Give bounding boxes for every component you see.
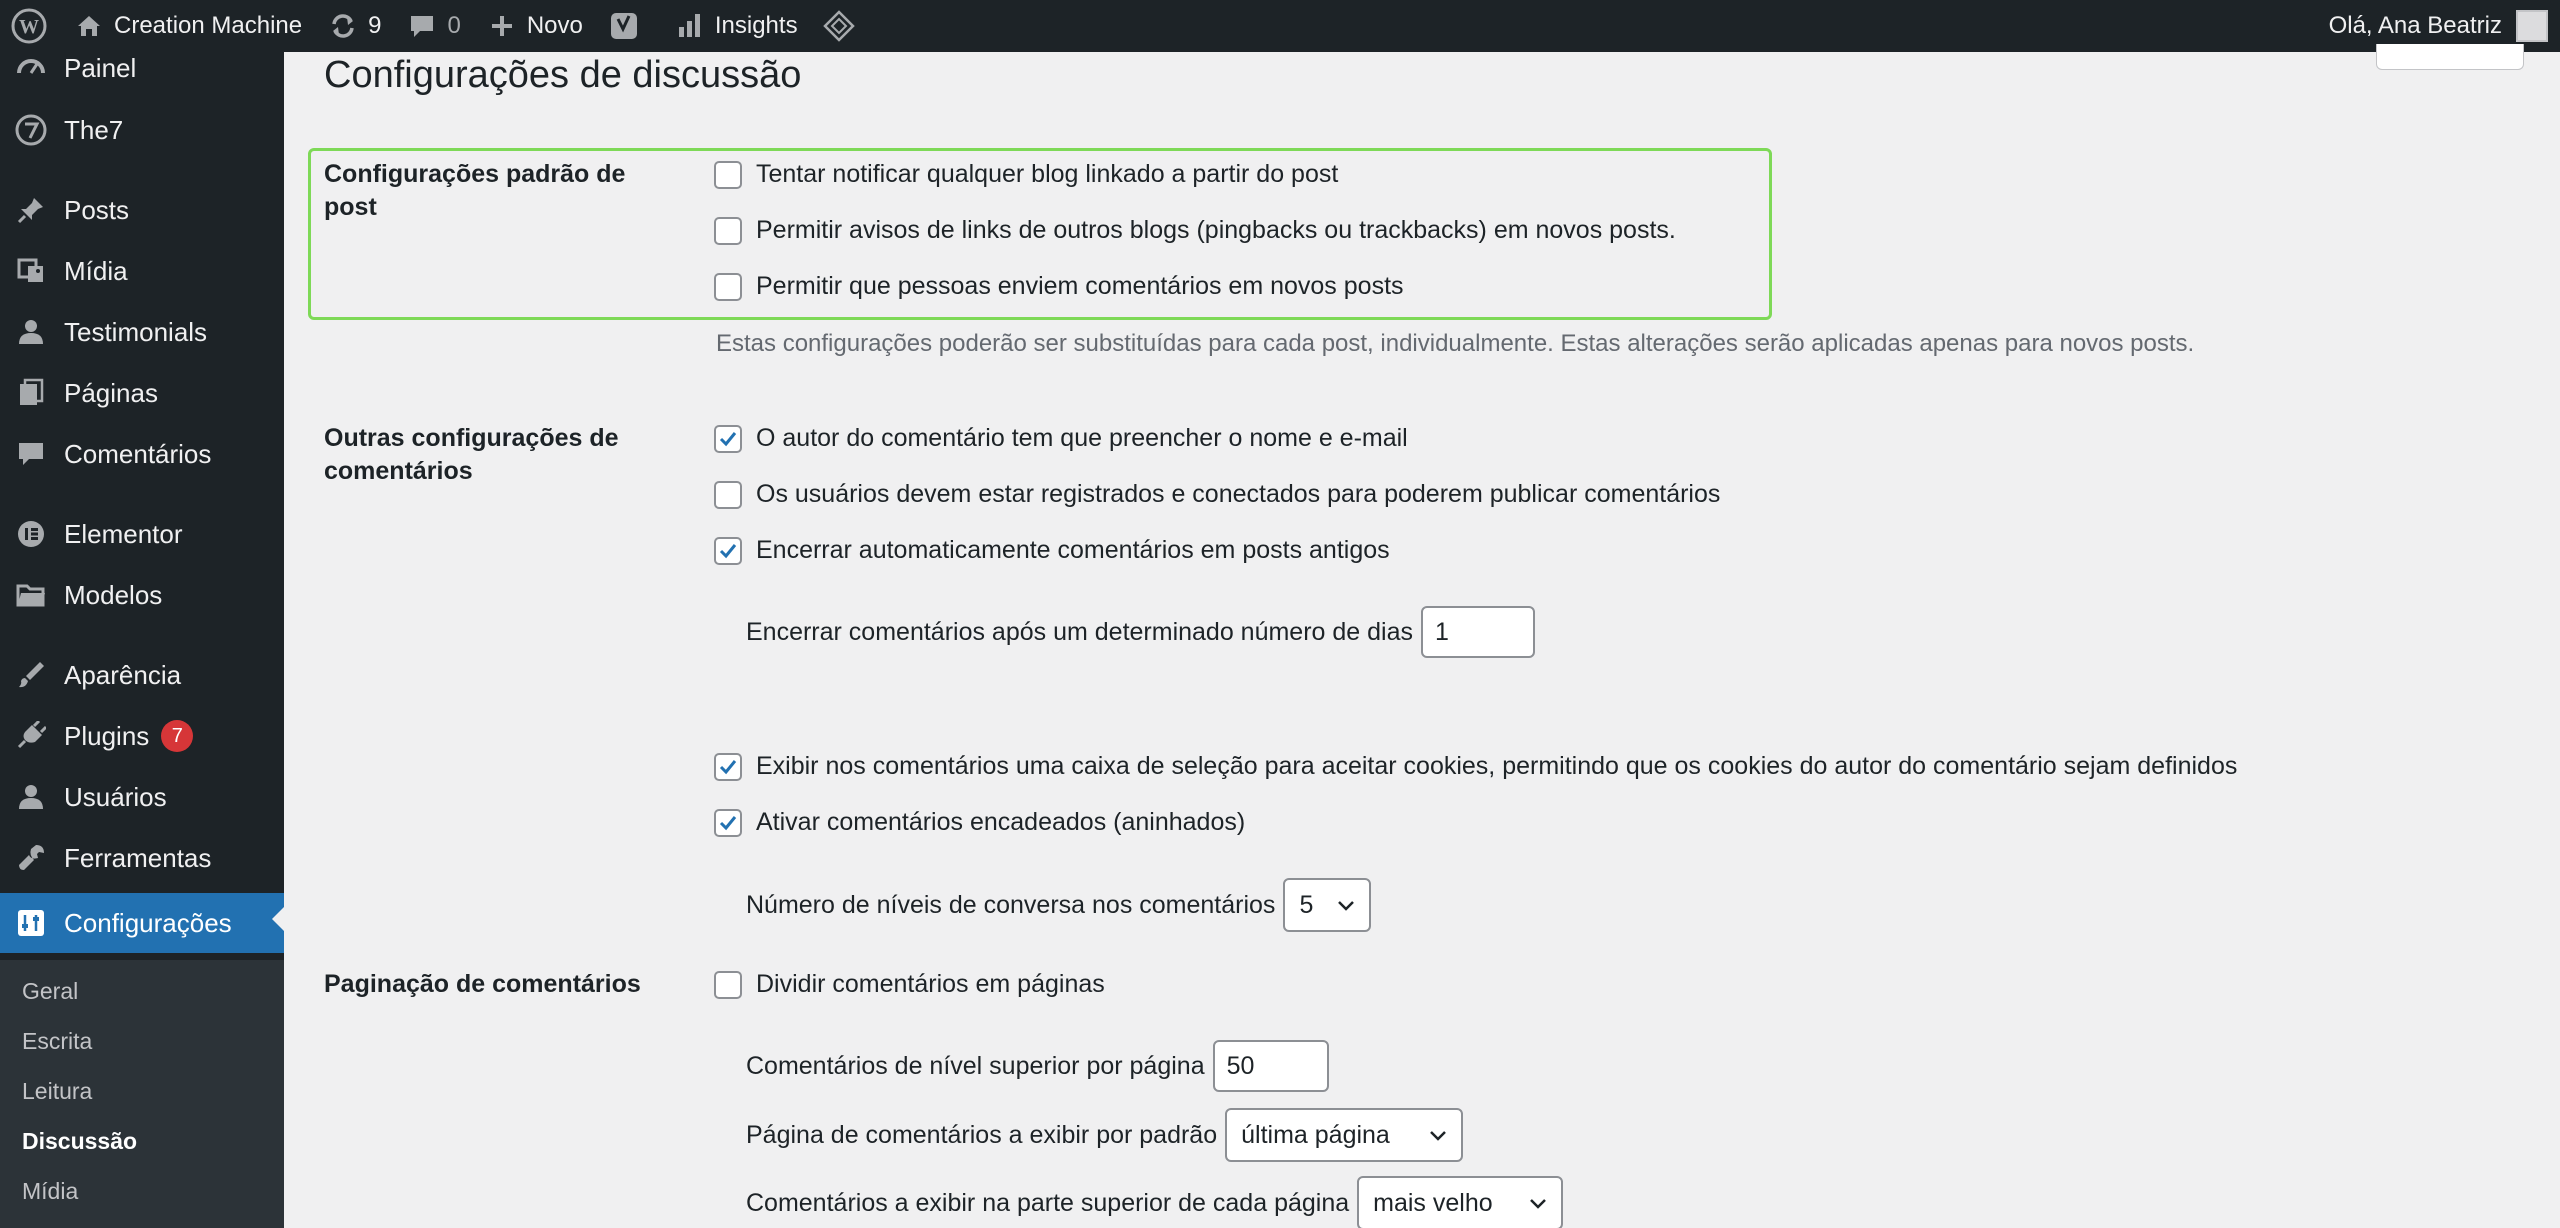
option-label: Encerrar automaticamente comentários em posts antigos bbox=[756, 536, 1390, 564]
sidebar-item-label: Testimonials bbox=[64, 316, 208, 347]
submenu-item-geral[interactable]: Geral bbox=[22, 978, 79, 1004]
pin-icon bbox=[14, 193, 48, 227]
insights-link[interactable] bbox=[661, 0, 810, 52]
per-page-input[interactable]: 50 bbox=[1213, 1040, 1329, 1092]
sidebar-item-label: Configurações bbox=[64, 907, 232, 938]
main-content bbox=[284, 52, 2560, 1228]
sidebar-item-label: Aparência bbox=[64, 659, 182, 690]
svg-text:W: W bbox=[19, 16, 39, 38]
sidebar-item-label: Plugins bbox=[64, 720, 150, 751]
new-label: Novo bbox=[526, 12, 583, 39]
comment-icon bbox=[14, 437, 48, 471]
the7-icon bbox=[14, 113, 48, 147]
sidebar-item-comentarios[interactable] bbox=[0, 428, 284, 480]
require-name-email-checkbox[interactable] bbox=[714, 425, 742, 453]
yoast-seo-button[interactable] bbox=[595, 0, 661, 52]
require-registration-checkbox[interactable] bbox=[714, 481, 742, 509]
folder-icon bbox=[14, 578, 48, 612]
updates-link[interactable] bbox=[314, 0, 393, 52]
sidebar-item-elementor[interactable] bbox=[0, 508, 284, 560]
sidebar-item-plugins[interactable] bbox=[0, 710, 284, 762]
sidebar-item-label: The7 bbox=[64, 114, 124, 145]
paginate-comments-option[interactable] bbox=[714, 970, 1105, 999]
comment-order-label: Comentários a exibir na parte superior de cada página bbox=[746, 1188, 1350, 1217]
default-page-row bbox=[746, 1108, 1463, 1162]
close-days-input[interactable]: 1 bbox=[1421, 606, 1535, 658]
option-label: Ativar comentários encadeados (aninhados) bbox=[756, 808, 1246, 836]
comment-order-row bbox=[746, 1176, 1563, 1228]
chevron-down-icon bbox=[1527, 1192, 1549, 1214]
allow-comments-option[interactable] bbox=[714, 272, 1404, 301]
sidebar-item-modelos[interactable] bbox=[0, 569, 284, 621]
comment-order-value: mais velho bbox=[1373, 1188, 1493, 1217]
sidebar-item-label: Posts bbox=[64, 194, 130, 225]
elementor-icon bbox=[14, 517, 48, 551]
sidebar-item-testimonials[interactable] bbox=[0, 306, 284, 358]
sidebar-item-label: Modelos bbox=[64, 579, 163, 610]
close-days-label: Encerrar comentários após um determinado número de dias bbox=[746, 617, 1414, 646]
checkmark-icon bbox=[717, 428, 739, 450]
paginate-comments-checkbox[interactable] bbox=[714, 971, 742, 999]
comments-link[interactable] bbox=[393, 0, 472, 52]
sidebar-item-aparencia[interactable] bbox=[0, 649, 284, 701]
new-content-link[interactable] bbox=[473, 0, 595, 52]
sidebar-item-label: Painel bbox=[64, 52, 137, 83]
sidebar-item-usuarios[interactable] bbox=[0, 771, 284, 823]
option-label: Dividir comentários em páginas bbox=[756, 970, 1105, 998]
allow-pingbacks-option[interactable] bbox=[714, 216, 1676, 245]
settings-icon bbox=[14, 906, 48, 940]
sidebar-item-posts[interactable] bbox=[0, 184, 284, 236]
greeting: Olá, Ana Beatriz bbox=[2328, 12, 2502, 39]
diamond-icon bbox=[822, 9, 856, 43]
avatar bbox=[2516, 10, 2548, 42]
default-post-settings-label: Configurações padrão de post bbox=[324, 160, 626, 221]
checkmark-icon bbox=[717, 540, 739, 562]
admin-sidebar bbox=[0, 52, 284, 1228]
auto-close-comments-option[interactable] bbox=[714, 536, 1390, 565]
pages-icon bbox=[14, 376, 48, 410]
default-post-description: Estas configurações poderão ser substituídas para cada post, individualmente. Estas alterações serão aplicadas apenas para novos posts. bbox=[716, 330, 2195, 357]
plugin-icon bbox=[14, 719, 48, 753]
option-label: Tentar notificar qualquer blog linkado a partir do post bbox=[756, 160, 1339, 188]
default-page-label: Página de comentários a exibir por padrão bbox=[746, 1120, 1218, 1149]
checkmark-icon bbox=[717, 812, 739, 834]
sidebar-item-painel[interactable] bbox=[0, 42, 284, 94]
insights-label: Insights bbox=[714, 12, 798, 39]
notify-linked-blogs-option[interactable] bbox=[714, 160, 1338, 189]
chevron-down-icon bbox=[1427, 1124, 1449, 1146]
plugins-update-badge: 7 bbox=[161, 720, 193, 752]
thread-depth-label: Número de níveis de conversa nos comentários bbox=[746, 890, 1276, 919]
sidebar-item-label: Elementor bbox=[64, 518, 183, 549]
notify-linked-blogs-checkbox[interactable] bbox=[714, 161, 742, 189]
default-page-select[interactable] bbox=[1225, 1108, 1463, 1162]
comment-order-select[interactable] bbox=[1357, 1176, 1563, 1228]
close-days-row bbox=[746, 606, 1535, 658]
require-registration-option[interactable] bbox=[714, 480, 1720, 509]
home-icon bbox=[72, 9, 106, 43]
default-page-value: última página bbox=[1241, 1120, 1390, 1149]
sidebar-item-label: Páginas bbox=[64, 377, 158, 408]
threaded-comments-checkbox[interactable] bbox=[714, 809, 742, 837]
plus-icon bbox=[485, 9, 519, 43]
auto-close-comments-checkbox[interactable] bbox=[714, 537, 742, 565]
settings-submenu bbox=[0, 960, 284, 1228]
bar-chart-icon bbox=[673, 9, 707, 43]
threaded-comments-option[interactable] bbox=[714, 808, 1245, 837]
submenu-item-midia[interactable]: Mídia bbox=[22, 1178, 79, 1204]
sidebar-item-configuracoes[interactable] bbox=[0, 893, 284, 953]
site-name: Creation Machine bbox=[114, 12, 303, 39]
option-label: Os usuários devem estar registrados e conectados para poderem publicar comentários bbox=[756, 480, 1721, 508]
thread-depth-value: 5 bbox=[1299, 890, 1314, 919]
comments-count: 0 bbox=[447, 12, 461, 39]
sidebar-item-label: Usuários bbox=[64, 781, 167, 812]
wrench-icon bbox=[14, 841, 48, 875]
admin-bar bbox=[0, 0, 2560, 52]
dashboard-icon bbox=[14, 51, 48, 85]
sidebar-item-label: Ferramentas bbox=[64, 842, 212, 873]
user-icon bbox=[14, 780, 48, 814]
submenu-item-escrita[interactable]: Escrita bbox=[22, 1028, 93, 1054]
help-tab-button[interactable] bbox=[2376, 44, 2524, 70]
sidebar-item-label: Mídia bbox=[64, 255, 128, 286]
chevron-down-icon bbox=[1335, 894, 1357, 916]
cookies-consent-checkbox[interactable] bbox=[714, 753, 742, 781]
page-title: Configurações de discussão bbox=[324, 54, 802, 96]
per-page-row bbox=[746, 1040, 1329, 1092]
comment-bubble-icon bbox=[405, 9, 439, 43]
option-label: Exibir nos comentários uma caixa de seleção para aceitar cookies, permitindo que os cookies do autor do comentário sejam definidos bbox=[756, 752, 2238, 780]
allow-pingbacks-checkbox[interactable] bbox=[714, 217, 742, 245]
sidebar-item-the7[interactable] bbox=[0, 104, 284, 156]
submenu-item-discussao[interactable]: Discussão bbox=[22, 1128, 138, 1154]
updates-count: 9 bbox=[368, 12, 382, 39]
per-page-label: Comentários de nível superior por página bbox=[746, 1051, 1205, 1080]
brush-icon bbox=[14, 658, 48, 692]
option-label: Permitir avisos de links de outros blogs (pingbacks ou trackbacks) em novos posts. bbox=[756, 216, 1676, 244]
other-comment-settings-label: Outras configurações de comentários bbox=[324, 424, 619, 485]
media-icon bbox=[14, 254, 48, 288]
yoast-icon bbox=[607, 9, 641, 43]
checkmark-icon bbox=[717, 756, 739, 778]
cookies-consent-option[interactable] bbox=[714, 752, 2237, 781]
diamond-plugin-button[interactable] bbox=[810, 0, 876, 52]
sidebar-item-paginas[interactable] bbox=[0, 367, 284, 419]
option-label: Permitir que pessoas enviem comentários em novos posts bbox=[756, 272, 1404, 300]
thread-depth-select[interactable] bbox=[1283, 878, 1371, 932]
sidebar-item-ferramentas[interactable] bbox=[0, 832, 284, 884]
submenu-item-leitura[interactable]: Leitura bbox=[22, 1078, 93, 1104]
updates-icon bbox=[326, 9, 360, 43]
wordpress-icon bbox=[10, 7, 48, 45]
allow-comments-checkbox[interactable] bbox=[714, 273, 742, 301]
option-label: O autor do comentário tem que preencher o nome e e-mail bbox=[756, 424, 1408, 452]
sidebar-item-midia[interactable] bbox=[0, 245, 284, 297]
require-name-email-option[interactable] bbox=[714, 424, 1408, 453]
comment-pagination-label: Paginação de comentários bbox=[324, 970, 641, 998]
sidebar-item-label: Comentários bbox=[64, 438, 212, 469]
user-icon bbox=[14, 315, 48, 349]
thread-depth-row bbox=[746, 878, 1371, 932]
